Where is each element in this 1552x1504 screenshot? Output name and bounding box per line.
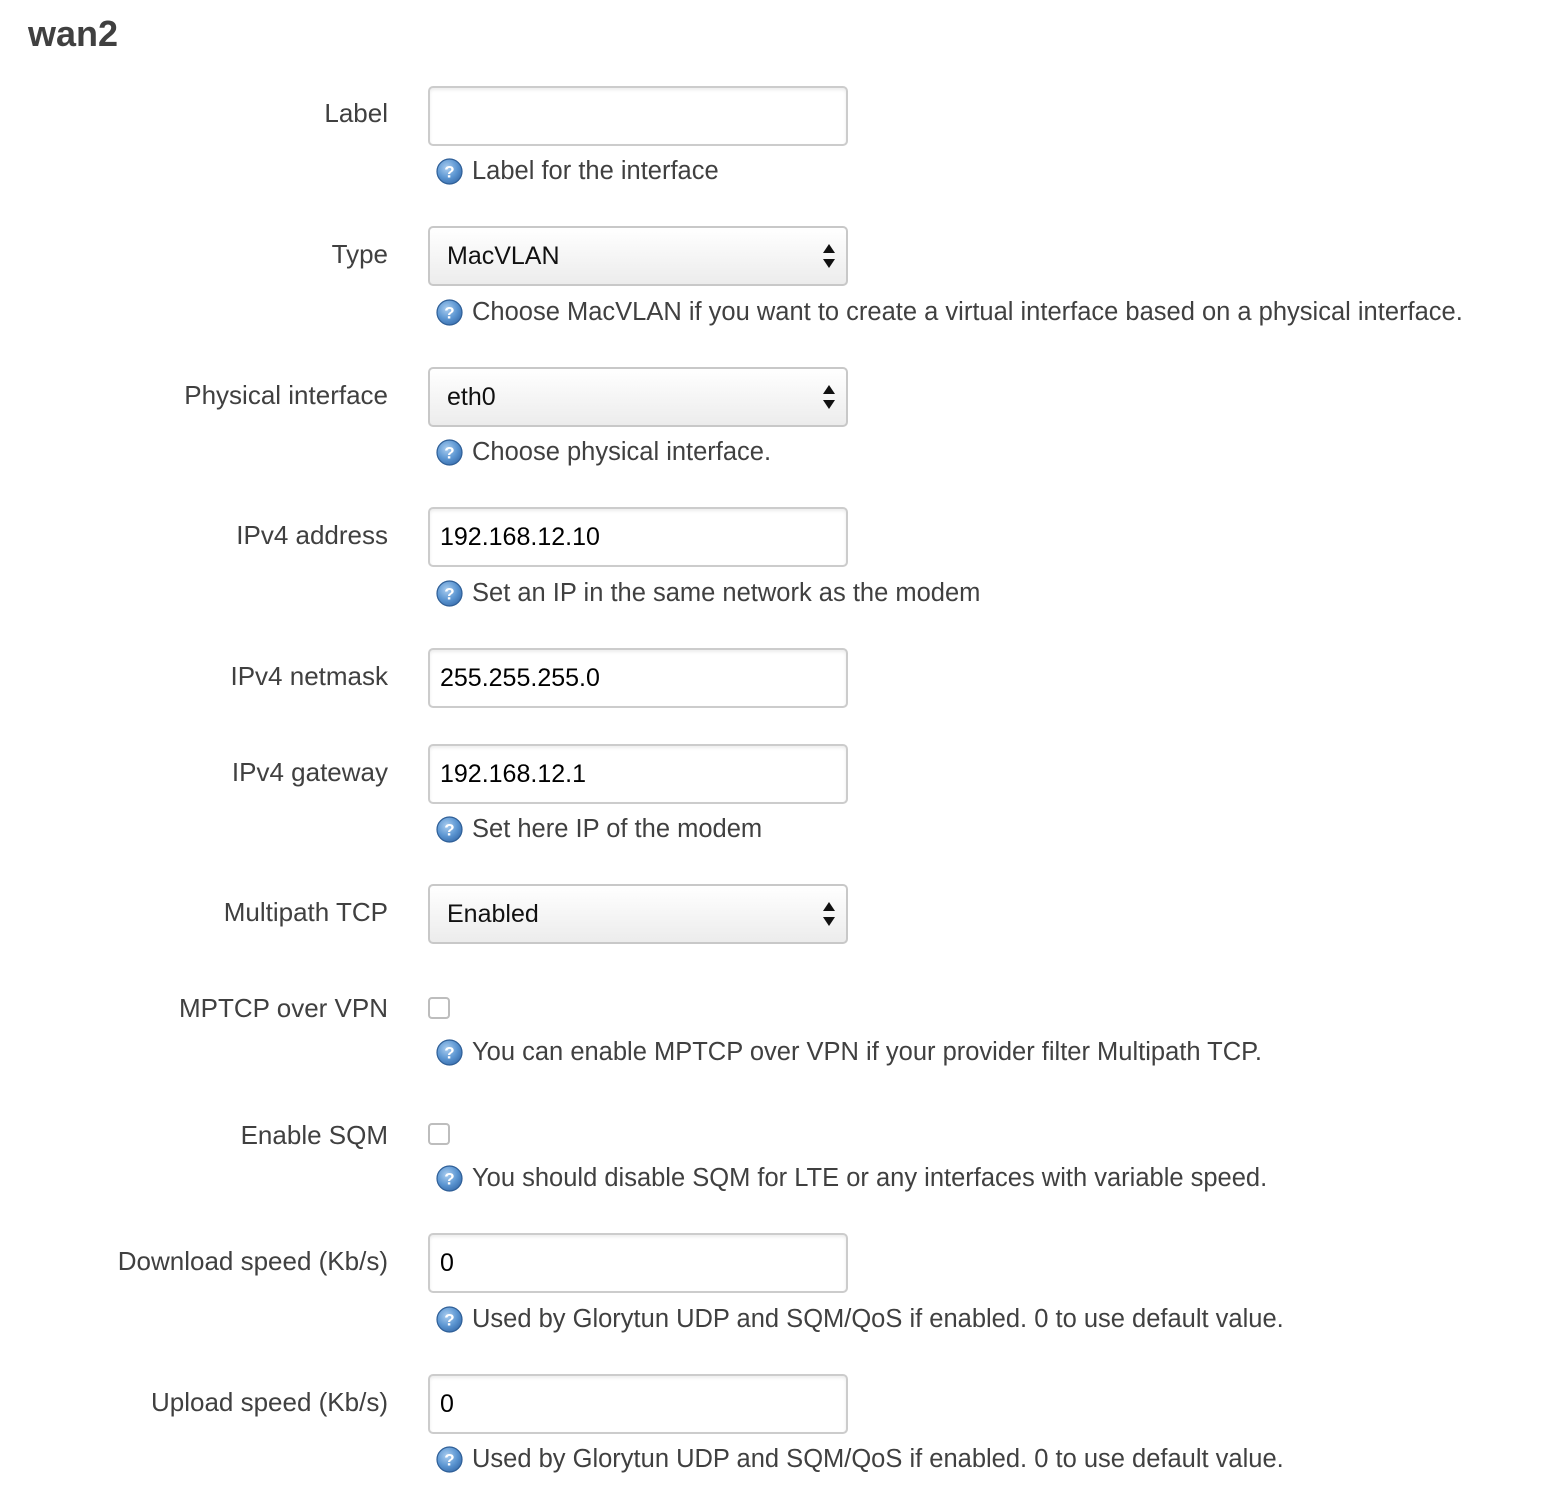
physical-interface-select[interactable] (428, 367, 848, 427)
upload-speed-field-label: Upload speed (Kb/s) (150, 1387, 388, 1417)
section-title: wan2 (28, 13, 119, 54)
help-icon (436, 816, 463, 843)
help-icon (436, 1306, 463, 1333)
help-icon (436, 299, 463, 326)
upload-speed-help-text: Used by Glorytun UDP and SQM/QoS if enabled. 0 to use default value. (472, 1445, 1284, 1473)
enable-sqm-field-label: Enable SQM (240, 1120, 388, 1150)
help-icon (436, 1165, 463, 1192)
select-arrows-icon (822, 243, 836, 269)
type-select[interactable] (428, 226, 848, 286)
physical-interface-help-text: Choose physical interface. (472, 438, 772, 466)
label-help-text: Label for the interface (472, 157, 719, 185)
ipv4-address-input[interactable] (428, 507, 848, 567)
multipath-tcp-select[interactable] (428, 884, 848, 944)
mptcp-over-vpn-help-text: You can enable MPTCP over VPN if your provider filter Multipath TCP. (472, 1038, 1262, 1066)
help-icon (436, 1039, 463, 1066)
physical-interface-field-label: Physical interface (184, 380, 388, 410)
mptcp-over-vpn-checkbox[interactable] (428, 997, 450, 1019)
ipv4-address-help-text: Set an IP in the same network as the modem (472, 579, 981, 607)
physical-interface-select-value: eth0 (447, 383, 496, 411)
type-field-label: Type (331, 239, 388, 269)
type-select-value: MacVLAN (447, 242, 560, 270)
ipv4-address-field-label: IPv4 address (236, 520, 388, 550)
download-speed-field-label: Download speed (Kb/s) (117, 1246, 388, 1276)
ipv4-gateway-help-text: Set here IP of the modem (472, 815, 763, 843)
select-arrows-icon (822, 384, 836, 410)
help-icon (436, 158, 463, 185)
enable-sqm-help-text: You should disable SQM for LTE or any interfaces with variable speed. (472, 1164, 1268, 1192)
label-input[interactable] (428, 86, 848, 146)
download-speed-input[interactable] (428, 1233, 848, 1293)
ipv4-gateway-field-label: IPv4 gateway (231, 757, 388, 787)
type-help-text: Choose MacVLAN if you want to create a virtual interface based on a physical interface. (472, 298, 1463, 326)
multipath-tcp-field-label: Multipath TCP (223, 897, 388, 927)
help-icon (436, 439, 463, 466)
help-icon (436, 1446, 463, 1473)
select-arrows-icon (822, 901, 836, 927)
ipv4-gateway-input[interactable] (428, 744, 848, 804)
ipv4-netmask-input[interactable] (428, 648, 848, 708)
upload-speed-input[interactable] (428, 1374, 848, 1434)
help-icon (436, 580, 463, 607)
mptcp-over-vpn-field-label: MPTCP over VPN (178, 993, 388, 1023)
ipv4-netmask-field-label: IPv4 netmask (230, 661, 388, 691)
label-field-label: Label (324, 98, 388, 128)
download-speed-help-text: Used by Glorytun UDP and SQM/QoS if enabled. 0 to use default value. (472, 1305, 1284, 1333)
multipath-tcp-select-value: Enabled (447, 900, 539, 928)
enable-sqm-checkbox[interactable] (428, 1123, 450, 1145)
